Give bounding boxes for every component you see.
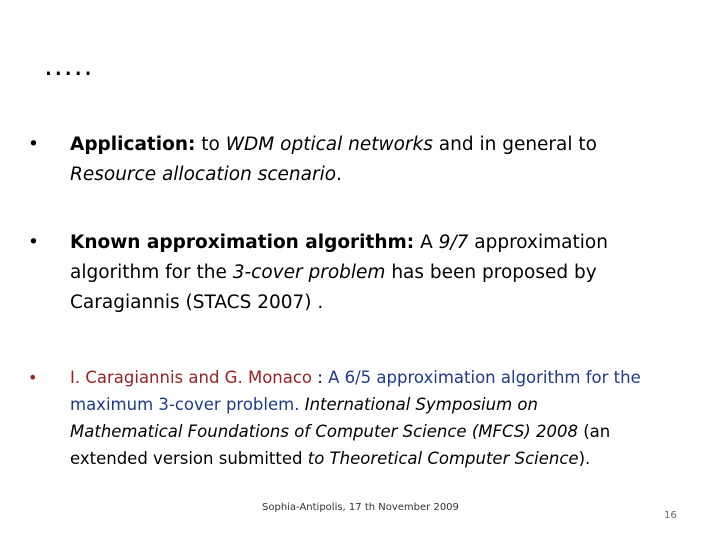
bullet-reference (28, 364, 648, 472)
application-label: Application: (70, 134, 196, 155)
text-segment: approximation algorithm for the (70, 232, 608, 283)
text-segment: and in general to (432, 134, 597, 155)
reference-authors: I. Caragiannis and G. Monaco (70, 368, 313, 387)
bullet-reference-text (70, 364, 648, 472)
bullet-marker: • (28, 232, 39, 253)
bullet-known-algorithm-text (70, 228, 648, 318)
bullet-application (28, 130, 648, 190)
bullet-known-algorithm (28, 228, 648, 318)
slide-footer: Sophia-Antipolis, 17 th November 2009 (262, 502, 459, 513)
slide-title: ..... (44, 49, 94, 82)
reference-journal: to Theoretical Computer Science (307, 449, 579, 468)
bullet-marker: • (28, 134, 39, 155)
bullet-marker: • (28, 368, 38, 387)
emphasis-ratio: 9/7 (438, 232, 469, 253)
emphasis-3-cover: 3-cover problem (232, 262, 386, 283)
text-segment: A (414, 232, 439, 253)
page-number: 16 (664, 510, 677, 521)
reference-venue: International Symposium on Mathematical Foundations of Computer Science (MFCS) 2008 (70, 395, 578, 441)
emphasis-wdm: WDM optical networks (225, 134, 433, 155)
known-algorithm-label: Known approximation algorithm: (70, 232, 415, 253)
emphasis-resource-allocation: Resource allocation scenario (70, 164, 337, 185)
text-segment: (an extended version submitted (70, 422, 611, 468)
text-segment: ). (578, 449, 591, 468)
text-segment: . (336, 164, 342, 185)
text-segment: to (195, 134, 226, 155)
text-segment: has been proposed by Caragiannis (STACS 2007) . (70, 262, 597, 313)
text-segment: : (312, 368, 329, 387)
bullet-application-text (70, 130, 648, 190)
reference-paper-title: A 6/5 approximation algorithm for the maximum 3-cover problem. (70, 368, 641, 414)
